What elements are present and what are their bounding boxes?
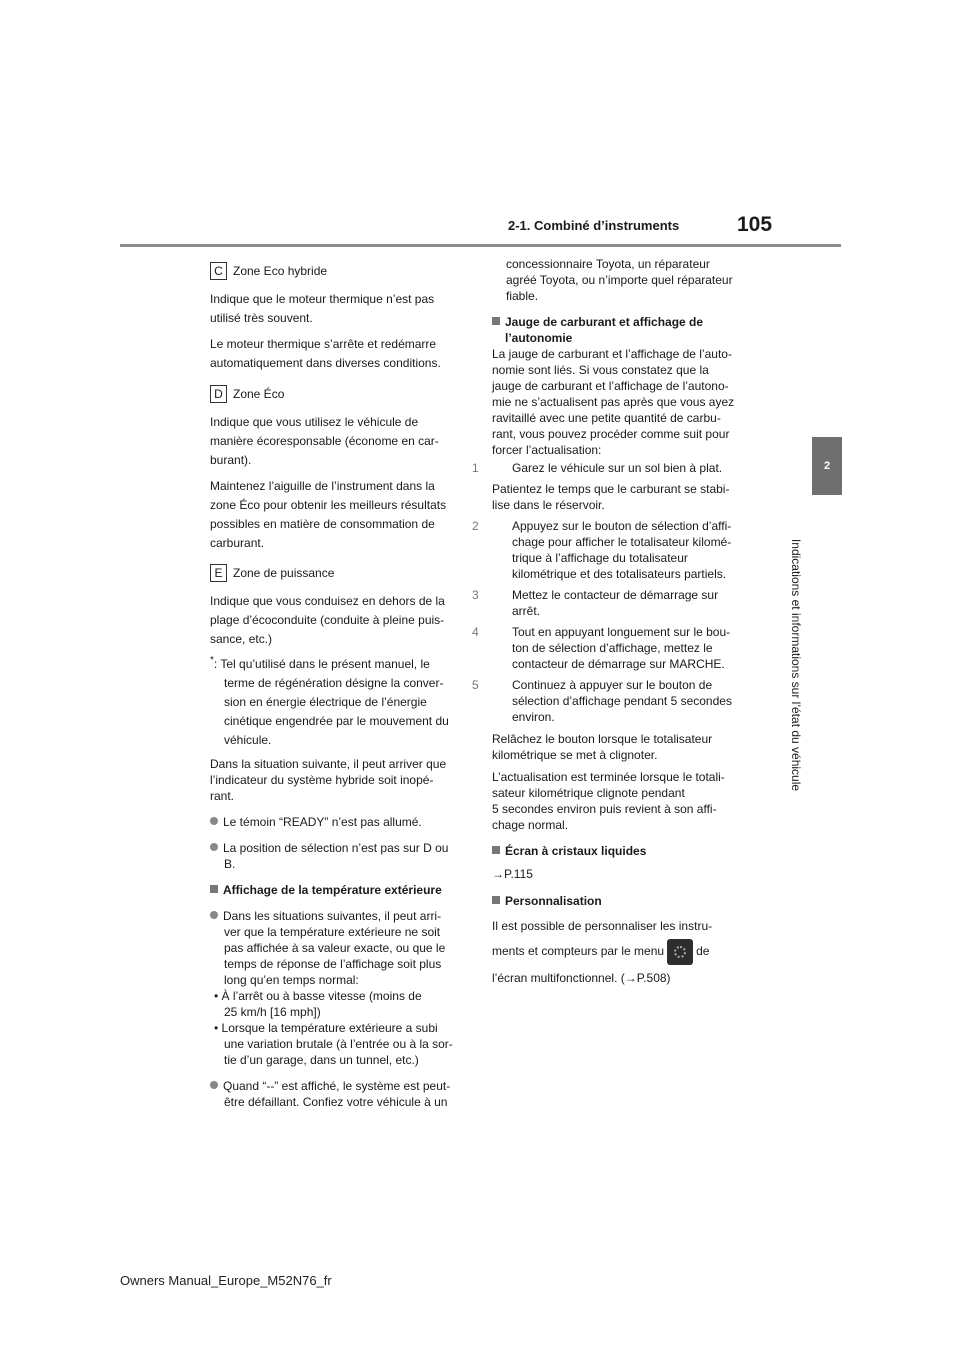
fuel-heading-2: l’autonomie [505,331,573,345]
right-column [472,256,762,986]
update-d: chage normal. [492,818,569,832]
temperature-heading-text: Affichage de la température extérieure [223,883,442,897]
footer-text: Owners Manual_Europe_M52N76_fr [120,1273,332,1288]
fuel-e: ravitaillé avec une petite quantité de carbu- [492,411,721,425]
temperature-heading [210,882,470,898]
temp-bullet-c: pas affichée à sa valeur exacte, ou que le [224,941,446,955]
update-c: 5 secondes environ puis revient à son affi- [492,802,717,816]
personalization-b [492,939,762,965]
zone-d-p2b: zone Éco pour obtenir les meilleurs résultats [210,498,447,512]
step-3-text: Mettez le contacteur de démarrage sur [512,588,719,602]
zone-c-heading [210,262,470,280]
fuel-d: mie ne s’actualisent pas après que vous ayez [492,395,735,409]
left-column [210,262,470,1110]
section-square [492,317,500,325]
step-3-b: arrêt. [512,604,541,618]
cont-b: agréé Toyota, ou n’importe quel réparateur [506,273,733,287]
cont-a: concessionnaire Toyota, un réparateur [506,257,710,271]
release-b: kilométrique se met à clignoter. [492,748,658,762]
sub-bullet-2c: tie d’un garage, dans un tunnel, etc.) [224,1053,419,1067]
label-d: D [210,385,227,403]
step-5-text: Continuez à appuyer sur le bouton de [512,678,713,692]
section-square [210,885,218,893]
update-b: sateur kilométrique clignote pendant [492,786,685,800]
footnote-a: : Tel qu’utilisé dans le présent manuel, le [213,657,430,671]
bullet-position-b: B. [224,857,236,871]
personalization-a: Il est possible de personnaliser les instru- [492,919,713,933]
temp-bullet-b: ver que la température extérieure ne soit [224,925,441,939]
fuel-a: La jauge de carburant et l’affichage de l’auto- [492,347,732,361]
cont-c: fiable. [506,289,539,303]
update-a: L’actualisation est terminée lorsque le totali- [492,770,725,784]
section-square [492,896,500,904]
bullet-ready-text: Le témoin “READY” n’est pas allumé. [223,815,422,829]
step-2-b: chage pour afficher le totalisateur kilomé- [512,535,732,549]
sub-bullet-2b: une variation brutale (à l’entrée ou à la sor- [224,1037,453,1051]
step-2-d: kilométrique et des totalisateurs partiels. [512,567,727,581]
fuel-f: rant, vous pouvez procéder comme suit pour [492,427,730,441]
footnote-e: véhicule. [224,733,272,747]
step-4-text: Tout en appuyant longuement sur le bou- [512,625,731,639]
step-5-number: 5 [472,678,479,692]
bullet-dot [210,817,218,825]
zone-d-title: Zone Éco [233,387,285,401]
bullet-dot [210,843,218,851]
step-1-number: 1 [472,461,479,475]
chapter-side-title [776,520,816,810]
zone-c-p2b: automatiquement dans diverses conditions. [210,356,441,370]
dash-bullet-b: être défaillant. Confiez votre véhicule à un [224,1095,448,1109]
step-5-c: environ. [512,710,555,724]
zone-c-p2a: Le moteur thermique s’arrête et redémarre [210,337,437,351]
zone-c-p1a: Indique que le moteur thermique n’est pas [210,292,435,306]
section-square [492,846,500,854]
temp-bullet-e: long qu’en temps normal: [224,973,359,987]
bullet-position-text: La position de sélection n’est pas sur D ou [223,841,449,855]
bullet-ready [210,814,470,830]
header-rule [120,244,841,247]
footnote-d: cinétique engendrée par le mouvement du [224,714,449,728]
step-4 [472,624,762,640]
zone-d-p2d: carburant. [210,536,265,550]
zone-c-p1b: utilisé très souvent. [210,311,313,325]
zone-c-title: Zone Eco hybride [233,264,328,278]
release-a: Relâchez le bouton lorsque le totalisateur [492,732,713,746]
situation-c: rant. [210,789,235,803]
bullet-dot [210,1081,218,1089]
step-4-number: 4 [472,625,479,639]
zone-e-p1c: sance, etc.) [210,632,273,646]
sub-bullet-2a: • Lorsque la température extérieure a subi [214,1021,438,1035]
zone-d-p1a: Indique que vous utilisez le véhicule de [210,415,419,429]
lcd-reference-link[interactable]: →P.115 [492,867,533,881]
zone-e-p1b: plage d’écoconduite (conduite à pleine puis- [210,613,445,627]
sub-bullet-1a: • À l’arrêt ou à basse vitesse (moins de [214,989,422,1003]
lcd-heading-text: Écran à cristaux liquides [505,844,647,858]
situation-b: l’indicateur du système hybride soit inopé- [210,773,434,787]
fuel-heading-1-text: Jauge de carburant et affichage de [505,315,704,329]
zone-d-p1c: burant). [210,453,252,467]
step-4-b: ton de sélection d’affichage, mettez le [512,641,713,655]
fuel-heading-1 [492,314,762,330]
zone-e-heading [210,564,470,582]
fuel-g: forcer l’actualisation: [492,443,602,457]
step-2 [472,518,762,534]
temp-bullet [210,908,470,924]
zone-e-title: Zone de puissance [233,566,335,580]
chapter-side-title-text: Indications et informations sur l’état du véhicule [789,538,803,792]
patience-a: Patientez le temps que le carburant se stabi- [492,482,730,496]
step-3-number: 3 [472,588,479,602]
fuel-b: nomie sont liés. Si vous constatez que la [492,363,709,377]
step-1 [472,460,762,476]
footnote-line1 [210,653,470,672]
step-4-c: contacteur de démarrage sur MARCHE. [512,657,725,671]
gear-icon [667,939,693,965]
page-number: 105 [737,213,773,236]
patience-b: lise dans le réservoir. [492,498,605,512]
personalization-b2: de [696,944,710,959]
label-e: E [210,564,227,582]
bullet-position [210,840,470,856]
zone-d-heading [210,385,470,403]
zone-d-p2a: Maintenez l’aiguille de l’instrument dans la [210,479,435,493]
step-5-b: sélection d’affichage pendant 5 secondes [512,694,732,708]
temp-bullet-d: temps de réponse de l’affichage soit plus [224,957,442,971]
sub-bullet-1b: 25 km/h [16 mph]) [224,1005,321,1019]
temp-bullet-a: Dans les situations suivantes, il peut arri- [223,909,442,923]
footnote-b: terme de régénération désigne la conver- [224,676,444,690]
personalization-heading [492,893,762,909]
fuel-c: jauge de carburant et l’affichage de l’autono- [492,379,729,393]
personalization-c: l’écran multifonctionnel. (→P.508) [492,971,671,985]
zone-e-p1a: Indique que vous conduisez en dehors de la [210,594,445,608]
section-title: 2-1. Combiné d’instruments [508,218,680,233]
dash-bullet-a: Quand “--” est affiché, le système est peut- [223,1079,451,1093]
step-1-text: Garez le véhicule sur un sol bien à plat. [512,461,723,475]
step-5 [472,677,762,693]
footnote-mark: * [210,655,214,666]
step-3 [472,587,762,603]
step-2-c: trique à l’affichage du totalisateur [512,551,688,565]
lcd-heading [492,843,762,859]
zone-d-p1b: manière écoresponsable (économe en car- [210,434,439,448]
label-c: C [210,262,227,280]
step-2-number: 2 [472,519,479,533]
personalization-heading-text: Personnalisation [505,894,602,908]
footnote-c: sion en énergie électrique de l’énergie [224,695,427,709]
situation-a: Dans la situation suivante, il peut arriver que [210,757,447,771]
personalization-b1: ments et compteurs par le menu [492,944,665,959]
chapter-tab: 2 [812,437,842,495]
bullet-dot [210,911,218,919]
dash-bullet [210,1078,470,1094]
zone-d-p2c: possibles en matière de consommation de [210,517,435,531]
step-2-text: Appuyez sur le bouton de sélection d’affi- [512,519,732,533]
